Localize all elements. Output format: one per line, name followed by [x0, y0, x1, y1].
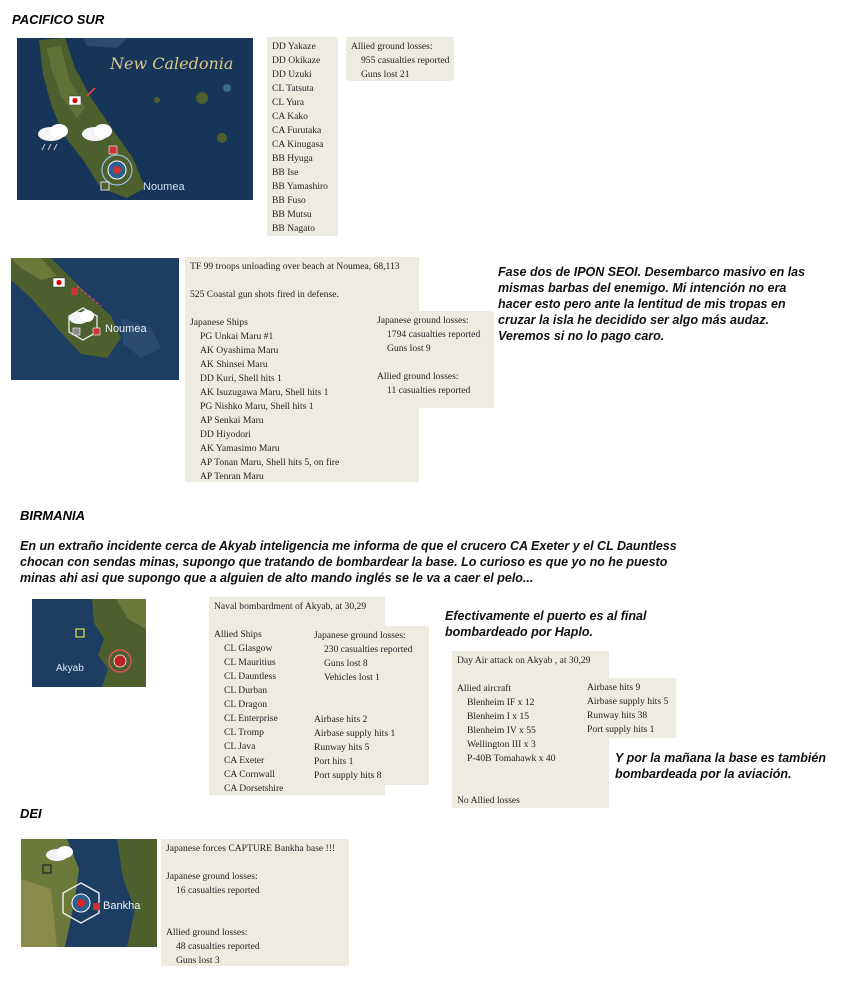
allied-losses-title: Allied ground losses:	[377, 371, 459, 382]
commentary-line: Veremos si no lo pago caro.	[498, 329, 665, 343]
ship-entry: AP Tonan Maru, Shell hits 5, on fire	[200, 457, 340, 468]
ship-entry: BB Yamashiro	[272, 181, 328, 192]
ship-entry: AP Senkai Maru	[200, 415, 264, 426]
ship-entry: PG Unkai Maru #1	[200, 331, 274, 342]
japanese-losses-title: Japanese ground losses:	[377, 315, 469, 326]
ship-entry: CA Furutaka	[272, 125, 322, 136]
losses-line: 230 casualties reported	[324, 644, 413, 655]
allied-losses-panel	[346, 37, 454, 81]
damage-line: Runway hits 5	[314, 742, 370, 753]
damage-line: Airbase supply hits 1	[314, 728, 396, 739]
ship-entry: BB Ise	[272, 167, 299, 178]
allied-losses-title: Allied ground losses:	[166, 927, 248, 938]
ship-entry: CL Dauntless	[224, 671, 277, 682]
map-new-caledonia	[17, 38, 253, 200]
report-line: 525 Coastal gun shots fired in defense.	[190, 289, 339, 300]
ship-entry: CA Kako	[272, 111, 308, 122]
aircraft-title: Allied aircraft	[457, 683, 512, 694]
report-header: Naval bombardment of Akyab, at 30,29	[214, 601, 367, 612]
ship-entry: DD Hiyodori	[200, 429, 251, 440]
aircraft-entry: Wellington III x 3	[467, 739, 536, 750]
report-header: Day Air attack on Akyab , at 30,29	[457, 655, 591, 666]
map-base-label: Akyab	[56, 663, 84, 674]
aircraft-entry: Blenheim I x 15	[467, 711, 530, 722]
losses-line: 1794 casualties reported	[387, 329, 481, 340]
losses-line: 48 casualties reported	[176, 941, 260, 952]
ship-entry: AP Tenran Maru	[200, 471, 264, 482]
losses-title: Allied ground losses:	[351, 41, 433, 52]
ship-entry: CL Glasgow	[224, 643, 273, 654]
air-losses-footer: No Allied losses	[457, 795, 520, 806]
damage-line: Airbase hits 9	[587, 682, 641, 693]
aircraft-entry: Blenheim IF x 12	[467, 697, 535, 708]
damage-line: Port hits 1	[314, 756, 354, 767]
flag-japan-icon	[53, 278, 65, 287]
ship-entry: CA Dorsetshire	[224, 783, 284, 794]
ship-entry: DD Okikaze	[272, 55, 321, 66]
losses-line: 955 casualties reported	[361, 55, 450, 66]
ship-entry: CL Durban	[224, 685, 268, 696]
ship-entry: CL Java	[224, 741, 256, 752]
commentary-line: En un extraño incidente cerca de Akyab inteligencia me informa de que el crucero CA Exeter y el CL Dauntless	[20, 539, 677, 553]
ship-entry: AK Isuzugawa Maru, Shell hits 1	[200, 387, 329, 398]
section-title-dei: DEI	[20, 806, 42, 821]
commentary-birmania-port	[445, 608, 646, 640]
losses-line: Guns lost 8	[324, 658, 368, 669]
losses-line: Vehicles lost 1	[324, 672, 380, 683]
report-header: Japanese forces CAPTURE Bankha base !!!	[166, 843, 336, 854]
commentary-line: bombardeado por Haplo.	[445, 625, 593, 639]
losses-line: Guns lost 9	[387, 343, 431, 354]
report-header: TF 99 troops unloading over beach at Noumea, 68,113	[190, 261, 400, 272]
losses-title: Japanese ground losses:	[314, 630, 406, 641]
losses-line: 11 casualties reported	[387, 385, 471, 396]
aircraft-entry: Blenheim IV x 55	[467, 725, 536, 736]
commentary-line: Y por la mañana la base es también	[615, 751, 826, 765]
ship-entry: AK Shinsei Maru	[200, 359, 268, 370]
ship-entry: CL Dragon	[224, 699, 268, 710]
ship-entry: CL Yura	[272, 97, 305, 108]
naval-damage-panel	[309, 626, 429, 785]
ship-entry: BB Hyuga	[272, 153, 313, 164]
losses-line: Guns lost 3	[176, 955, 220, 966]
map-bankha	[21, 839, 157, 947]
map-noumea	[11, 258, 179, 380]
ship-entry: BB Mutsu	[272, 209, 312, 220]
commentary-line: Efectivamente el puerto es al final	[445, 609, 647, 623]
ship-entry: DD Yakaze	[272, 41, 316, 52]
commentary-line: chocan con sendas minas, supongo que tratando de bombardear la base. Lo curioso es que yo no he puesto	[20, 555, 668, 569]
ship-entry: CL Enterprise	[224, 713, 278, 724]
ship-entry: BB Fuso	[272, 195, 306, 206]
damage-line: Port supply hits 8	[314, 770, 382, 781]
losses-line: 16 casualties reported	[176, 885, 260, 896]
ship-entry: CL Tromp	[224, 727, 264, 738]
map-akyab	[32, 599, 146, 687]
ship-entry: PG Nishko Maru, Shell hits 1	[200, 401, 314, 412]
ships-title: Allied Ships	[214, 629, 262, 640]
commentary-line: hacer esto pero ante la lentitud de mis tropas en	[498, 297, 786, 311]
map-region-label: New Caledonia	[110, 54, 234, 73]
map-base-label: Noumea	[143, 181, 185, 193]
ship-entry: CA Cornwall	[224, 769, 275, 780]
damage-line: Runway hits 38	[587, 710, 648, 721]
ship-entry: DD Uzuki	[272, 69, 312, 80]
commentary-birmania-intro	[20, 538, 677, 586]
japanese-losses-title: Japanese ground losses:	[166, 871, 258, 882]
section-title-pacifico: PACIFICO SUR	[12, 12, 105, 27]
commentary-birmania-air	[615, 750, 826, 782]
ship-entry: AK Oyashima Maru	[200, 345, 279, 356]
damage-line: Port supply hits 1	[587, 724, 655, 735]
section-title-birmania: BIRMANIA	[20, 508, 85, 523]
damage-line: Airbase hits 2	[314, 714, 368, 725]
ship-entry: BB Nagato	[272, 223, 315, 234]
air-damage-panel	[582, 678, 676, 738]
commentary-line: Fase dos de IPON SEOI. Desembarco masivo en las	[498, 265, 806, 279]
map-base-label: Bankha	[103, 900, 141, 912]
aircraft-entry: P-40B Tomahawk x 40	[467, 753, 556, 764]
commentary-line: minas ahi asi que supongo que a alguien de alto mando inglés se le va a caer el pelo...	[20, 571, 534, 585]
commentary-noumea	[498, 264, 805, 344]
ship-entry: CL Mauritius	[224, 657, 276, 668]
capture-report-panel	[161, 839, 349, 966]
ship-list-panel	[267, 37, 338, 236]
ship-entry: CA Kinugasa	[272, 139, 324, 150]
commentary-line: mismas barbas del enemigo. Mi intención no era	[498, 281, 787, 295]
damage-line: Airbase supply hits 5	[587, 696, 669, 707]
losses-line: Guns lost 21	[361, 69, 410, 80]
ships-title: Japanese Ships	[190, 317, 248, 328]
ship-entry: CL Tatsuta	[272, 83, 314, 94]
ship-entry: AK Yamasimo Maru	[200, 443, 280, 454]
ship-entry: CA Exeter	[224, 755, 265, 766]
map-base-label: Noumea	[105, 323, 147, 335]
flag-japan-icon	[69, 96, 81, 105]
commentary-line: cruzar la isla he decidido ser algo más audaz.	[498, 313, 769, 327]
commentary-line: bombardeada por la aviación.	[615, 767, 792, 781]
ship-entry: DD Kuri, Shell hits 1	[200, 373, 282, 384]
ground-losses-panel	[372, 311, 494, 408]
